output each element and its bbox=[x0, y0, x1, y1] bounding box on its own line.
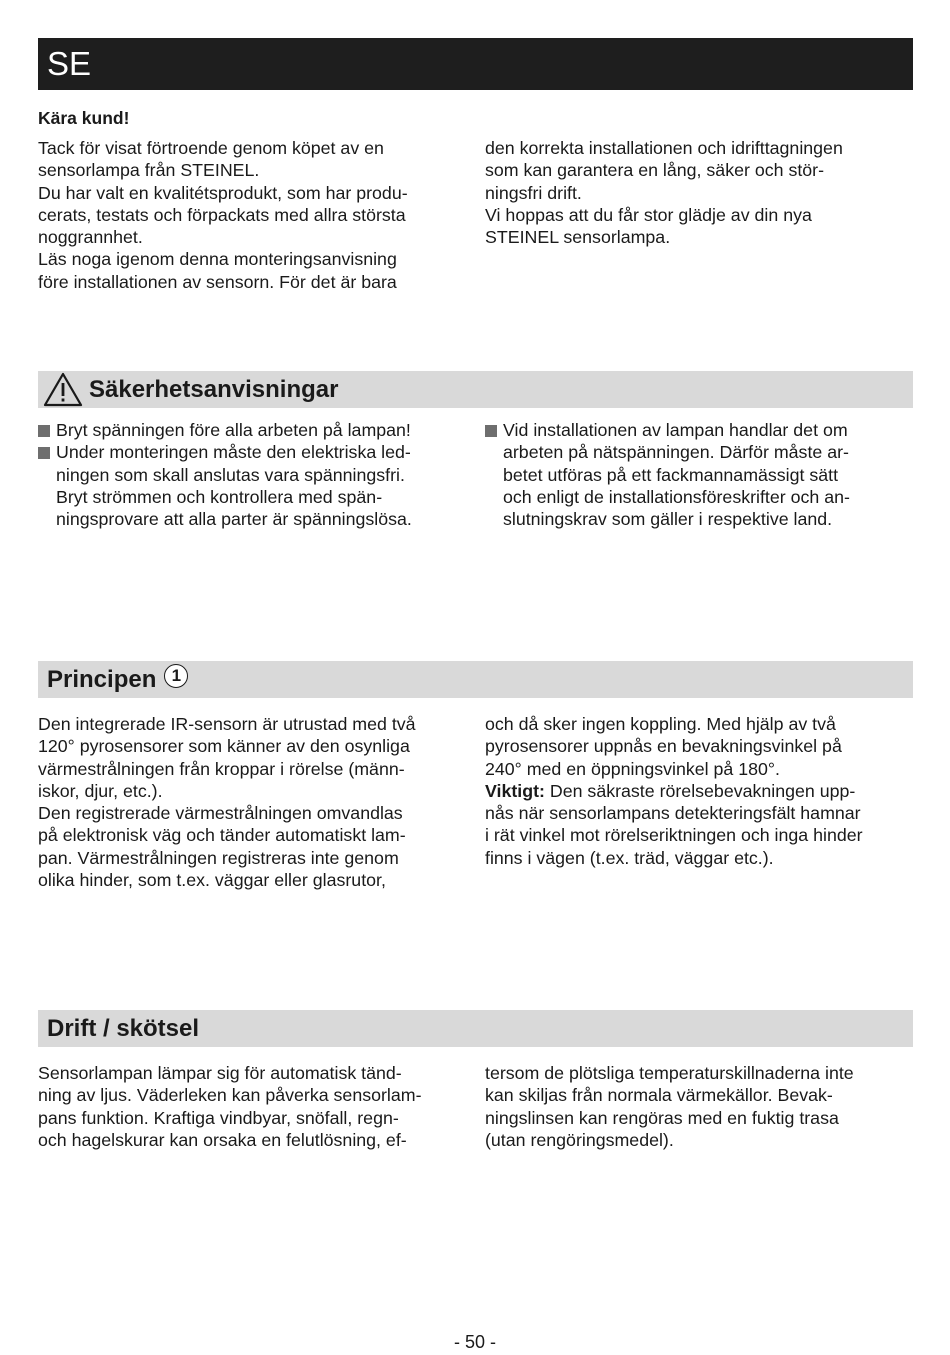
important-text: Den säkraste rörelsebevakningen upp- bbox=[544, 780, 856, 801]
important-line bbox=[485, 780, 915, 802]
principle-line: iskor, djur, etc.). bbox=[38, 780, 163, 801]
intro-line: Tack för visat förtroende genom köpet av en bbox=[38, 138, 384, 158]
intro-line: som kan garantera en lång, säker och stör- bbox=[485, 160, 825, 181]
safety-section-header bbox=[38, 371, 913, 408]
principle-line: pan. Värmestrålningen registreras inte genom bbox=[38, 847, 399, 868]
operation-line: (utan rengöringsmedel). bbox=[485, 1129, 674, 1150]
language-header bbox=[38, 38, 913, 90]
safety-item: Under monteringen måste den elektriska led- ningen som skall anslutas vara spänningsfri. Bryt strömmen och kontrollera med spän- ningsprovare att alla parter är spänningslösa. bbox=[38, 441, 468, 530]
important-label: Viktigt: bbox=[485, 780, 545, 801]
safety-title: Säkerhetsanvisningar bbox=[89, 376, 339, 403]
operation-right-column bbox=[485, 1062, 915, 1151]
intro-left-column bbox=[38, 137, 468, 293]
language-code: SE bbox=[47, 45, 92, 82]
principle-line: Den registrerade värmestrålningen omvandlas bbox=[38, 803, 403, 824]
intro-line: STEINEL sensorlampa. bbox=[485, 227, 671, 248]
operation-line: ningslinsen kan rengöras med en fuktig trasa bbox=[485, 1107, 839, 1128]
safety-left-column bbox=[38, 419, 468, 530]
principle-line: värmestrålningen från kroppar i rörelse (männ- bbox=[38, 758, 405, 779]
intro-line: noggrannhet. bbox=[38, 227, 143, 248]
operation-line: kan skiljas från normala värmekällor. Bevak- bbox=[485, 1085, 833, 1106]
principle-line: 240° med en öppningsvinkel på 180°. bbox=[485, 758, 780, 779]
operation-left-column bbox=[38, 1062, 468, 1151]
intro-line: Du har valt en kvalitétsprodukt, som har produ- bbox=[38, 182, 408, 203]
operation-line: Sensorlampan lämpar sig för automatisk tänd- bbox=[38, 1063, 402, 1083]
safety-item: Bryt spänningen före alla arbeten på lampan! bbox=[38, 419, 468, 441]
principle-line: olika hinder, som t.ex. väggar eller glasrutor, bbox=[38, 870, 386, 891]
intro-line: ningsfri drift. bbox=[485, 182, 582, 203]
intro-line: cerats, testats och förpackats med allra största bbox=[38, 204, 406, 225]
operation-line: ning av ljus. Väderleken kan påverka sensorlam- bbox=[38, 1085, 422, 1106]
principle-line: på elektronisk väg och tänder automatiskt lam- bbox=[38, 825, 406, 846]
safety-item: Vid installationen av lampan handlar det om arbeten på nätspänningen. Därför måste ar- betet utföras på ett fackmannamässigt sätt och enligt de installationsföreskrifter och an- slutningskrav som gäller i respektive land. bbox=[485, 419, 913, 530]
greeting: Kära kund! bbox=[38, 108, 130, 128]
operation-title: Drift / skötsel bbox=[47, 1015, 200, 1042]
safety-right-column bbox=[485, 419, 913, 530]
principle-line: Den integrerade IR-sensorn är utrustad med två bbox=[38, 714, 416, 734]
principle-line: i rät vinkel mot rörelseriktningen och inga hinder bbox=[485, 825, 863, 846]
principle-title: Principen bbox=[47, 666, 157, 693]
principle-line: finns i vägen (t.ex. träd, väggar etc.). bbox=[485, 847, 774, 868]
principle-left-column bbox=[38, 713, 468, 891]
figure-number-badge: 1 bbox=[164, 664, 188, 688]
principle-line: 120° pyrosensorer som känner av den osynliga bbox=[38, 736, 410, 757]
operation-section-header bbox=[38, 1010, 913, 1047]
warning-triangle-icon bbox=[43, 372, 83, 407]
intro-line: Läs noga igenom denna monteringsanvisning bbox=[38, 249, 397, 270]
principle-right-column bbox=[485, 713, 915, 869]
principle-line: och då sker ingen koppling. Med hjälp av två bbox=[485, 714, 836, 734]
principle-line: pyrosensorer uppnås en bevakningsvinkel på bbox=[485, 736, 842, 757]
principle-line: nås när sensorlampans detekteringsfält hamnar bbox=[485, 803, 861, 824]
page-number: - 50 - bbox=[453, 1332, 496, 1352]
intro-line: sensorlampa från STEINEL. bbox=[38, 160, 260, 181]
operation-line: tersom de plötsliga temperaturskillnaderna inte bbox=[485, 1063, 854, 1083]
operation-line: pans funktion. Kraftiga vindbyar, snöfall, regn- bbox=[38, 1107, 399, 1128]
intro-line: Vi hoppas att du får stor glädje av din nya bbox=[485, 204, 812, 225]
intro-line: före installationen av sensorn. För det är bara bbox=[38, 271, 397, 292]
principle-section-header bbox=[38, 661, 913, 698]
intro-right-column bbox=[485, 137, 915, 248]
intro-line: den korrekta installationen och idrifttagningen bbox=[485, 138, 843, 158]
operation-line: och hagelskurar kan orsaka en felutlösning, ef- bbox=[38, 1129, 407, 1150]
